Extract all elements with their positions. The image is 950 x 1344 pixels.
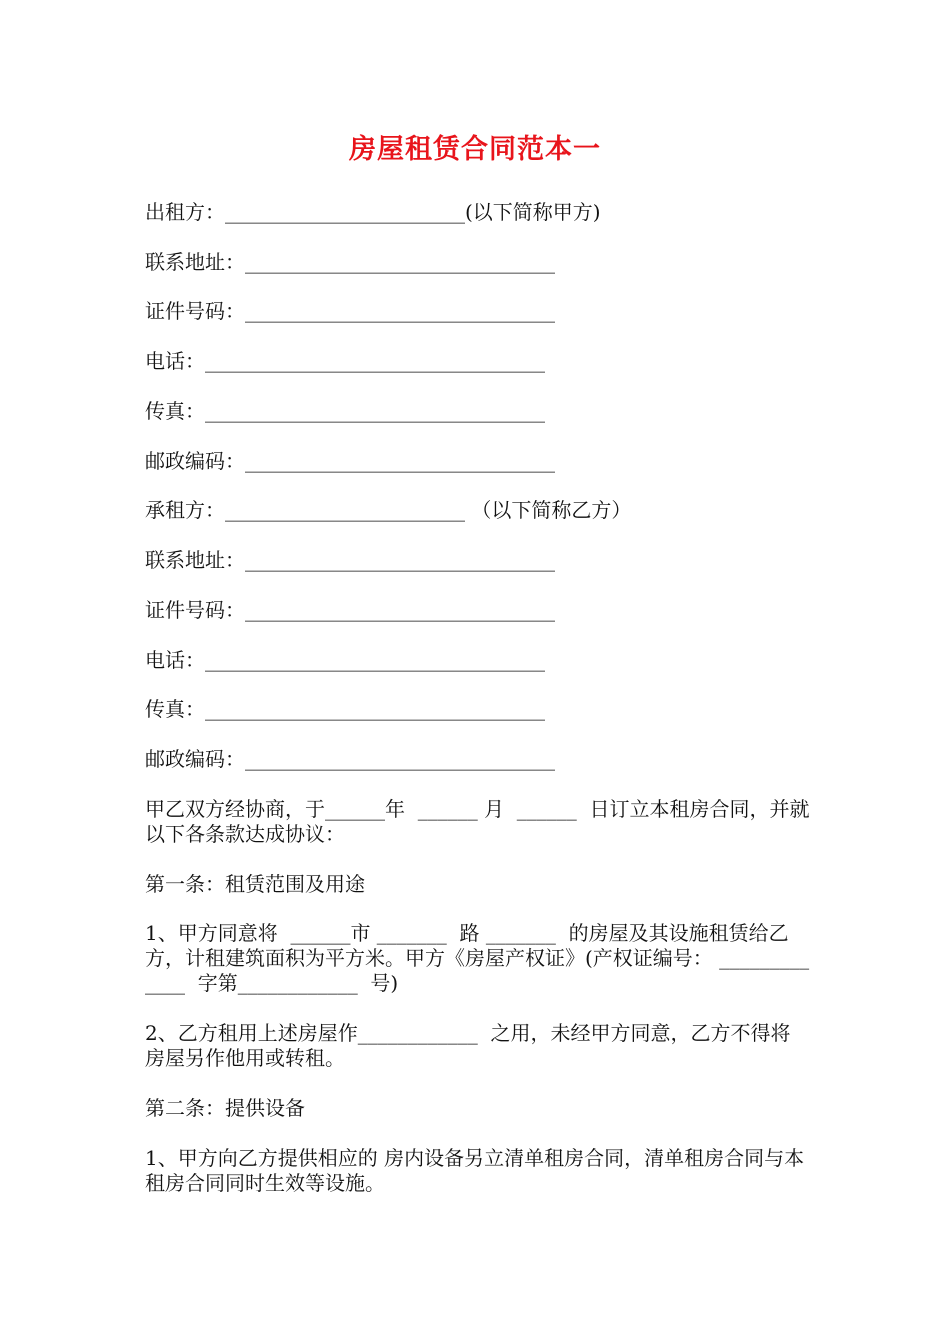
lessee-fax-line: 传真：__________________________________ [145, 697, 545, 721]
article1-item1-paragraph: 1、甲方同意将 ______市 _______ 路 _______ 的房屋及其设施租赁给乙方，计租建筑面积为平方米。甲方《房屋产权证》(产权证编号： _____________ 字第____________ 号) [145, 921, 810, 995]
article2-item1-paragraph: 1、甲方向乙方提供相应的 房内设备另立清单租房合同，清单租房合同与本租房合同同时生效等设施。 [145, 1146, 805, 1195]
lessor-postcode-line: 邮政编码：_______________________________ [145, 449, 555, 473]
lessor-address-line: 联系地址：_______________________________ [145, 250, 555, 274]
lessee-address-line: 联系地址：_______________________________ [145, 548, 555, 572]
lessor-fax-line: 传真：__________________________________ [145, 399, 545, 423]
document-title: 房屋租赁合同范本一 [349, 134, 601, 165]
lessee-phone-line: 电话：__________________________________ [145, 648, 545, 672]
article2-heading: 第二条：提供设备 [145, 1096, 305, 1120]
lessee-postcode-line: 邮政编码：_______________________________ [145, 747, 555, 771]
lessor-id-number-line: 证件号码：_______________________________ [145, 299, 555, 323]
article1-heading: 第一条：租赁范围及用途 [145, 872, 365, 896]
lessor-party-line: 出租方：________________________(以下简称甲方) [145, 200, 601, 224]
preamble-paragraph: 甲乙双方经协商，于______年 ______ 月 ______ 日订立本租房合同，并就以下各条款达成协议： [145, 797, 810, 846]
article1-item2-paragraph: 2、乙方租用上述房屋作____________ 之用，未经甲方同意，乙方不得将房屋另作他用或转租。 [145, 1021, 791, 1070]
lessor-phone-line: 电话：__________________________________ [145, 349, 545, 373]
lessee-party-line: 承租方：________________________ （以下简称乙方） [145, 498, 632, 522]
lessee-id-number-line: 证件号码：_______________________________ [145, 598, 555, 622]
